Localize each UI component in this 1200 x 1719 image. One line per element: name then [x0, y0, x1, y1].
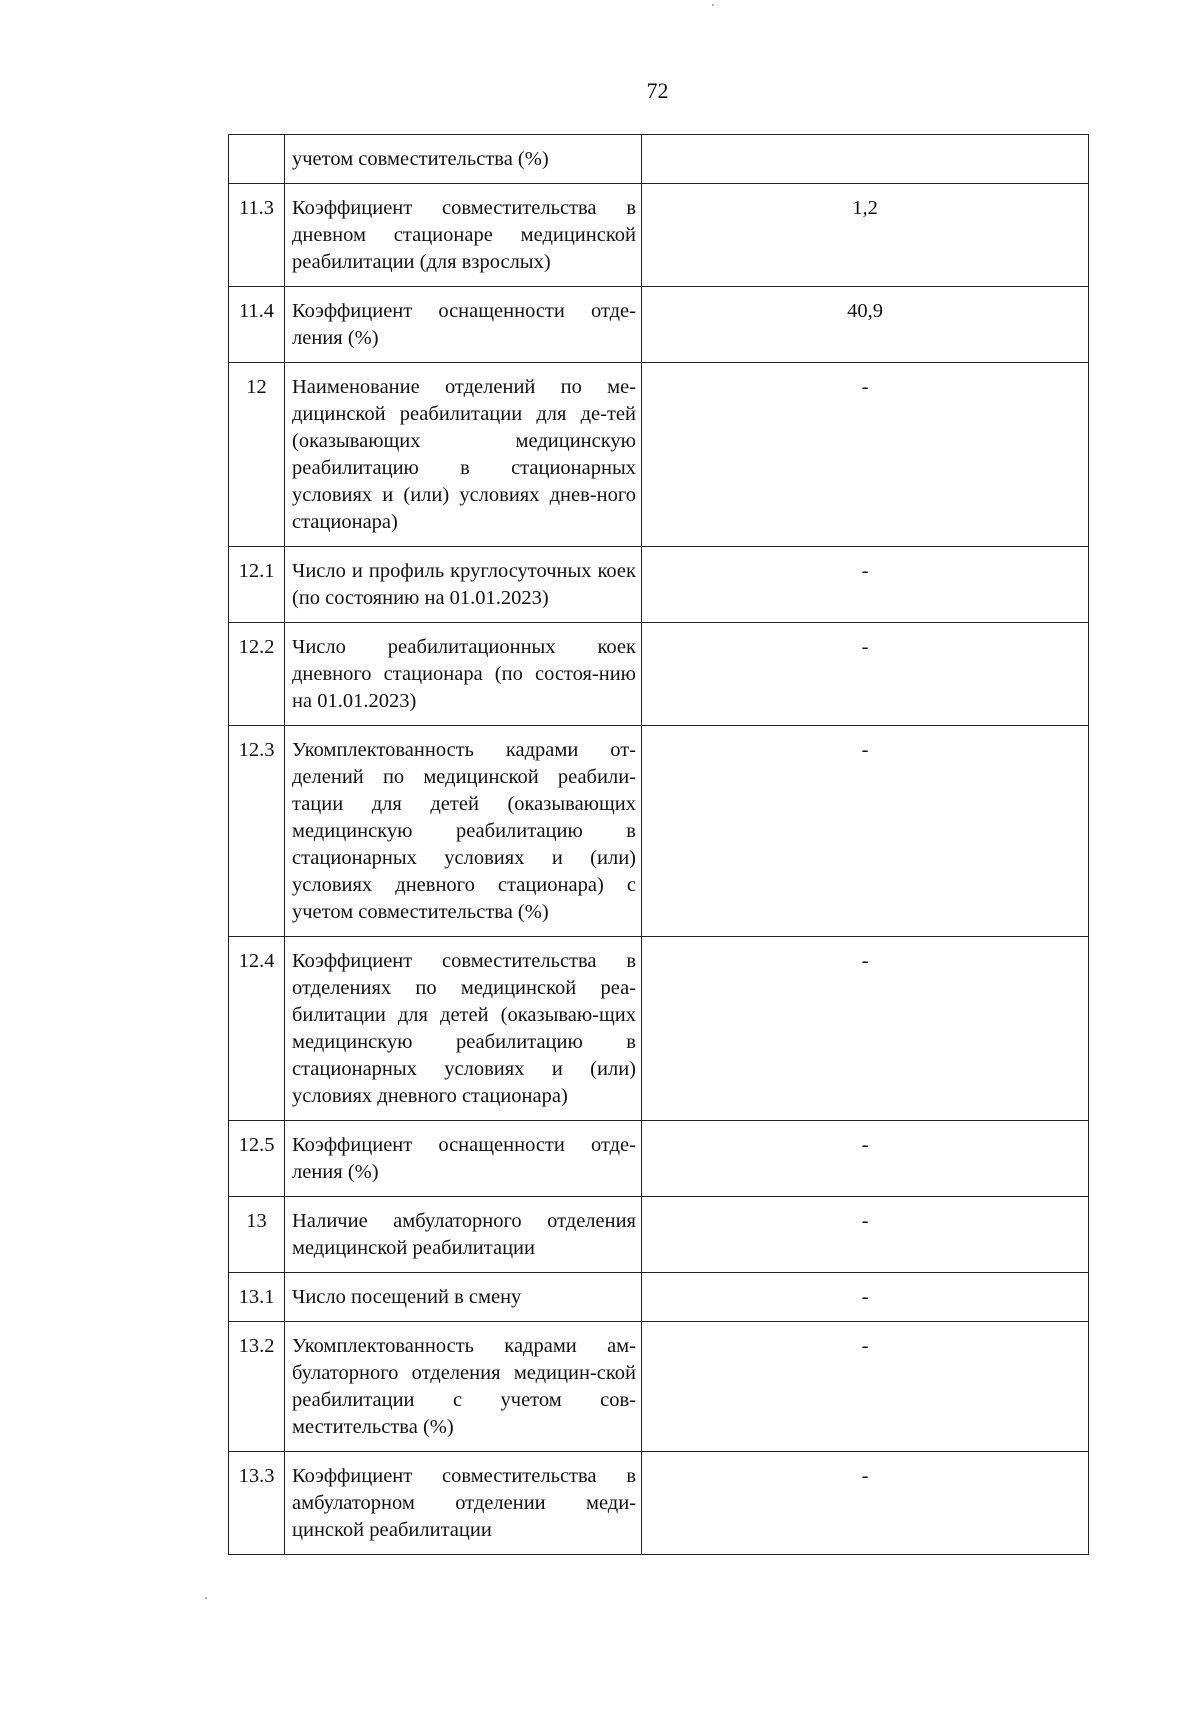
table-row — [229, 1273, 1089, 1322]
table-row — [229, 363, 1089, 547]
row-value: - — [642, 1273, 1089, 1322]
row-number: 12.5 — [229, 1121, 285, 1197]
row-value — [642, 135, 1089, 184]
row-number: 13 — [229, 1197, 285, 1273]
row-value: - — [642, 363, 1089, 547]
row-value: 40,9 — [642, 287, 1089, 363]
row-value: - — [642, 1452, 1089, 1555]
table-row — [229, 135, 1089, 184]
row-indicator-name: Коэффициент оснащенности отде-ления (%) — [285, 287, 642, 363]
row-value: - — [642, 937, 1089, 1121]
row-indicator-name: Коэффициент совместительства в дневном стационаре медицинской реабилитации (для взрослых) — [285, 184, 642, 287]
row-indicator-name: Коэффициент оснащенности отде-ления (%) — [285, 1121, 642, 1197]
row-indicator-name: Наименование отделений по ме-дицинской реабилитации для де-тей (оказывающих медицинскую реабилитацию в стационарных условиях и (или) условиях днев-ного стационара) — [285, 363, 642, 547]
table-row — [229, 623, 1089, 726]
row-number: 13.3 — [229, 1452, 285, 1555]
row-value: - — [642, 547, 1089, 623]
row-indicator-name: Укомплектованность кадрами ам-булаторного отделения медицин-ской реабилитации с учетом сов-местительства (%) — [285, 1322, 642, 1452]
table-row — [229, 184, 1089, 287]
row-value: 1,2 — [642, 184, 1089, 287]
row-number: 13.1 — [229, 1273, 285, 1322]
table-row — [229, 1121, 1089, 1197]
row-number: 13.2 — [229, 1322, 285, 1452]
table-row — [229, 1452, 1089, 1555]
page-number: 72 — [646, 78, 669, 103]
row-number: 11.4 — [229, 287, 285, 363]
row-number: 12.4 — [229, 937, 285, 1121]
table-row — [229, 547, 1089, 623]
row-indicator-name: Наличие амбулаторного отделения медицинской реабилитации — [285, 1197, 642, 1273]
row-indicator-name: Число посещений в смену — [285, 1273, 642, 1322]
row-number: 12.1 — [229, 547, 285, 623]
row-indicator-name: Коэффициент совместительства в отделениях по медицинской реа-билитации для детей (оказываю-щих медицинскую реабилитацию в стационарных условиях и (или) условиях дневного стационара) — [285, 937, 642, 1121]
row-indicator-name: Число и профиль круглосуточных коек (по состоянию на 01.01.2023) — [285, 547, 642, 623]
table-row — [229, 1197, 1089, 1273]
row-value: - — [642, 726, 1089, 937]
table-row — [229, 726, 1089, 937]
table-row — [229, 937, 1089, 1121]
row-number: 12.3 — [229, 726, 285, 937]
row-value: - — [642, 623, 1089, 726]
row-value: - — [642, 1197, 1089, 1273]
scan-speck — [205, 1597, 207, 1599]
row-indicator-name: учетом совместительства (%) — [285, 135, 642, 184]
table-row — [229, 1322, 1089, 1452]
row-number: 12 — [229, 363, 285, 547]
row-indicator-name: Число реабилитационных коек дневного стационара (по состоя-нию на 01.01.2023) — [285, 623, 642, 726]
row-number: 12.2 — [229, 623, 285, 726]
row-indicator-name: Коэффициент совместительства в амбулаторном отделении меди-цинской реабилитации — [285, 1452, 642, 1555]
row-value: - — [642, 1121, 1089, 1197]
scan-speck — [712, 4, 714, 6]
row-number — [229, 135, 285, 184]
row-number: 11.3 — [229, 184, 285, 287]
row-value: - — [642, 1322, 1089, 1452]
row-indicator-name: Укомплектованность кадрами от-делений по медицинской реабили-тации для детей (оказывающих медицинскую реабилитацию в стационарных условиях и (или) условиях дневного стационара) с учетом совместительства (%) — [285, 726, 642, 937]
indicators-table — [228, 134, 1089, 1555]
table-row — [229, 287, 1089, 363]
